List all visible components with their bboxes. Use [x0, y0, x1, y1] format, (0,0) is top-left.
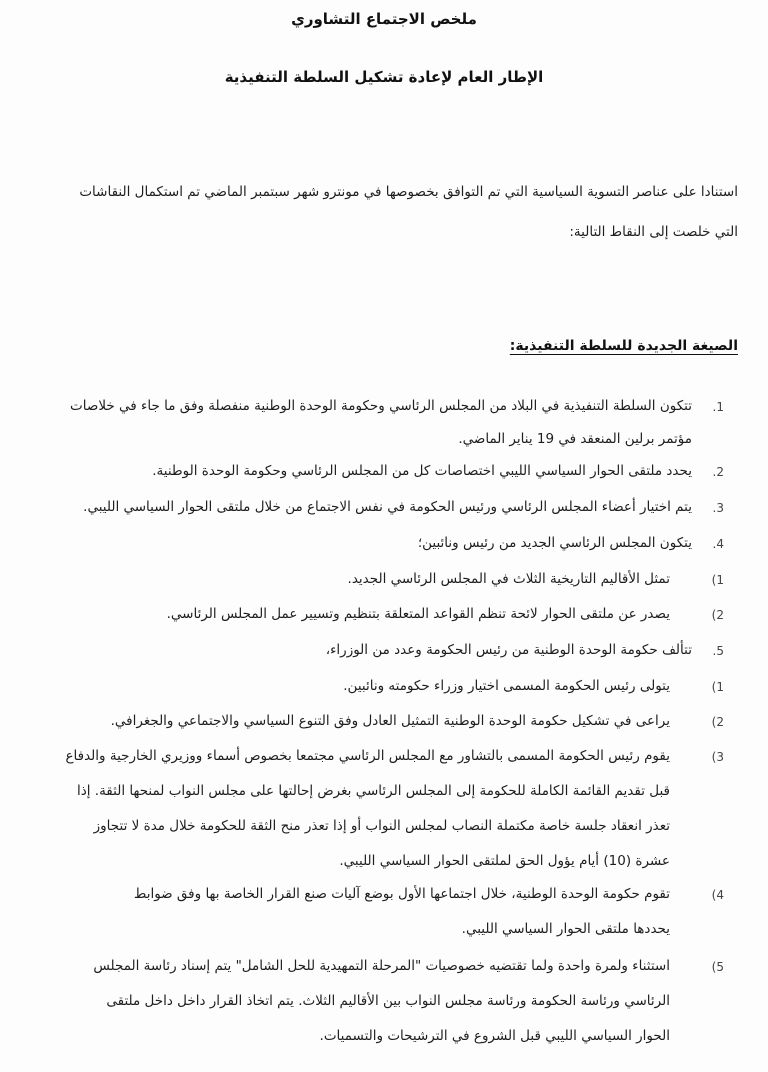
item-text: يتم اختيار أعضاء المجلس الرئاسي ورئيس الحكومة في نفس الاجتماع من خلال ملتقى الحوار السياسي الليبي.	[83, 499, 692, 515]
subitem-text: الحوار السياسي الليبي قبل الشروع في الترشيحات والتسميات.	[319, 1028, 670, 1044]
subitem-text: استثناء ولمرة واحدة ولما تقتضيه خصوصيات "المرحلة التمهيدية للحل الشامل" يتم إسناد رئاسة المجلس	[93, 958, 670, 974]
subitem-number: (5	[711, 960, 724, 974]
item-number: .4	[712, 537, 724, 551]
subitem-text: الرئاسي ورئاسة الحكومة ورئاسة مجلس النواب بين الأقاليم الثلاث. يتم اتخاذ القرار داخل داخل ملتقى	[106, 993, 670, 1009]
subitem-text: يحددها ملتقى الحوار السياسي الليبي.	[461, 921, 670, 937]
subitem-text: قبل تقديم القائمة الكاملة للحكومة إلى المجلس الرئاسي بغرض إحالتها على مجلس النواب لمنحها الثقة. إذا	[76, 783, 670, 799]
item-text: تتكون السلطة التنفيذية في البلاد من المجلس الرئاسي وحكومة الوحدة الوطنية منفصلة وفق ما جاء في خلاصات	[70, 398, 692, 414]
subitem-text: تقوم حكومة الوحدة الوطنية، خلال اجتماعها الأول بوضع آليات صنع القرار الخاصة بها وفق ضوابط	[133, 886, 670, 902]
subitem-number: (3	[711, 750, 724, 764]
intro-line: استنادا على عناصر التسوية السياسية التي تم التوافق بخصوصها في مونترو شهر سبتمبر الماضي تم استكمال النقاشات	[79, 184, 738, 200]
subitem-number: (1	[711, 680, 724, 694]
subitem-number: (2	[711, 715, 724, 729]
item-number: .5	[712, 644, 724, 658]
section-heading: الصيغة الجديدة للسلطة التنفيذية:	[509, 338, 738, 354]
item-number: .3	[712, 501, 724, 515]
subitem-text: عشرة (10) أيام يؤول الحق لملتقى الحوار السياسي الليبي.	[339, 853, 670, 869]
subitem-text: يتولى رئيس الحكومة المسمى اختيار وزراء حكومته ونائبين.	[343, 678, 670, 694]
subitem-text: تعذر انعقاد جلسة خاصة مكتملة النصاب لمجلس النواب أو إذا تعذر منح الثقة للحكومة خلال مدة لا تتجاوز	[93, 818, 670, 834]
item-text: يحدد ملتقى الحوار السياسي الليبي اختصاصات كل من المجلس الرئاسي وحكومة الوحدة الوطنية.	[152, 463, 692, 479]
subitem-text: يصدر عن ملتقى الحوار لائحة تنظم القواعد المتعلقة بتنظيم وتسيير عمل المجلس الرئاسي.	[166, 606, 670, 622]
item-text: يتكون المجلس الرئاسي الجديد من رئيس ونائبين؛	[417, 535, 692, 551]
item-number: .1	[712, 400, 724, 414]
subitem-text: يقوم رئيس الحكومة المسمى بالتشاور مع المجلس الرئاسي مجتمعا بخصوص أسماء ووزيري الخارجية والدفاع	[65, 748, 670, 764]
item-number: .2	[712, 465, 724, 479]
subitem-text: يراعى في تشكيل حكومة الوحدة الوطنية التمثيل العادل وفق التنوع السياسي والاجتماعي والجغرافي.	[110, 713, 670, 729]
item-text: مؤتمر برلين المنعقد في 19 يناير الماضي.	[458, 431, 692, 447]
document-title: ملخص الاجتماع التشاوري	[291, 10, 477, 28]
subitem-number: (2	[711, 608, 724, 622]
item-text: تتألف حكومة الوحدة الوطنية من رئيس الحكومة وعدد من الوزراء،	[325, 642, 692, 658]
subitem-number: (1	[711, 573, 724, 587]
intro-line: التي خلصت إلى النقاط التالية:	[569, 224, 738, 240]
document-subtitle: الإطار العام لإعادة تشكيل السلطة التنفيذية	[224, 68, 544, 86]
subitem-number: (4	[711, 888, 724, 902]
subitem-text: تمثل الأقاليم التاريخية الثلاث في المجلس الرئاسي الجديد.	[347, 571, 670, 587]
